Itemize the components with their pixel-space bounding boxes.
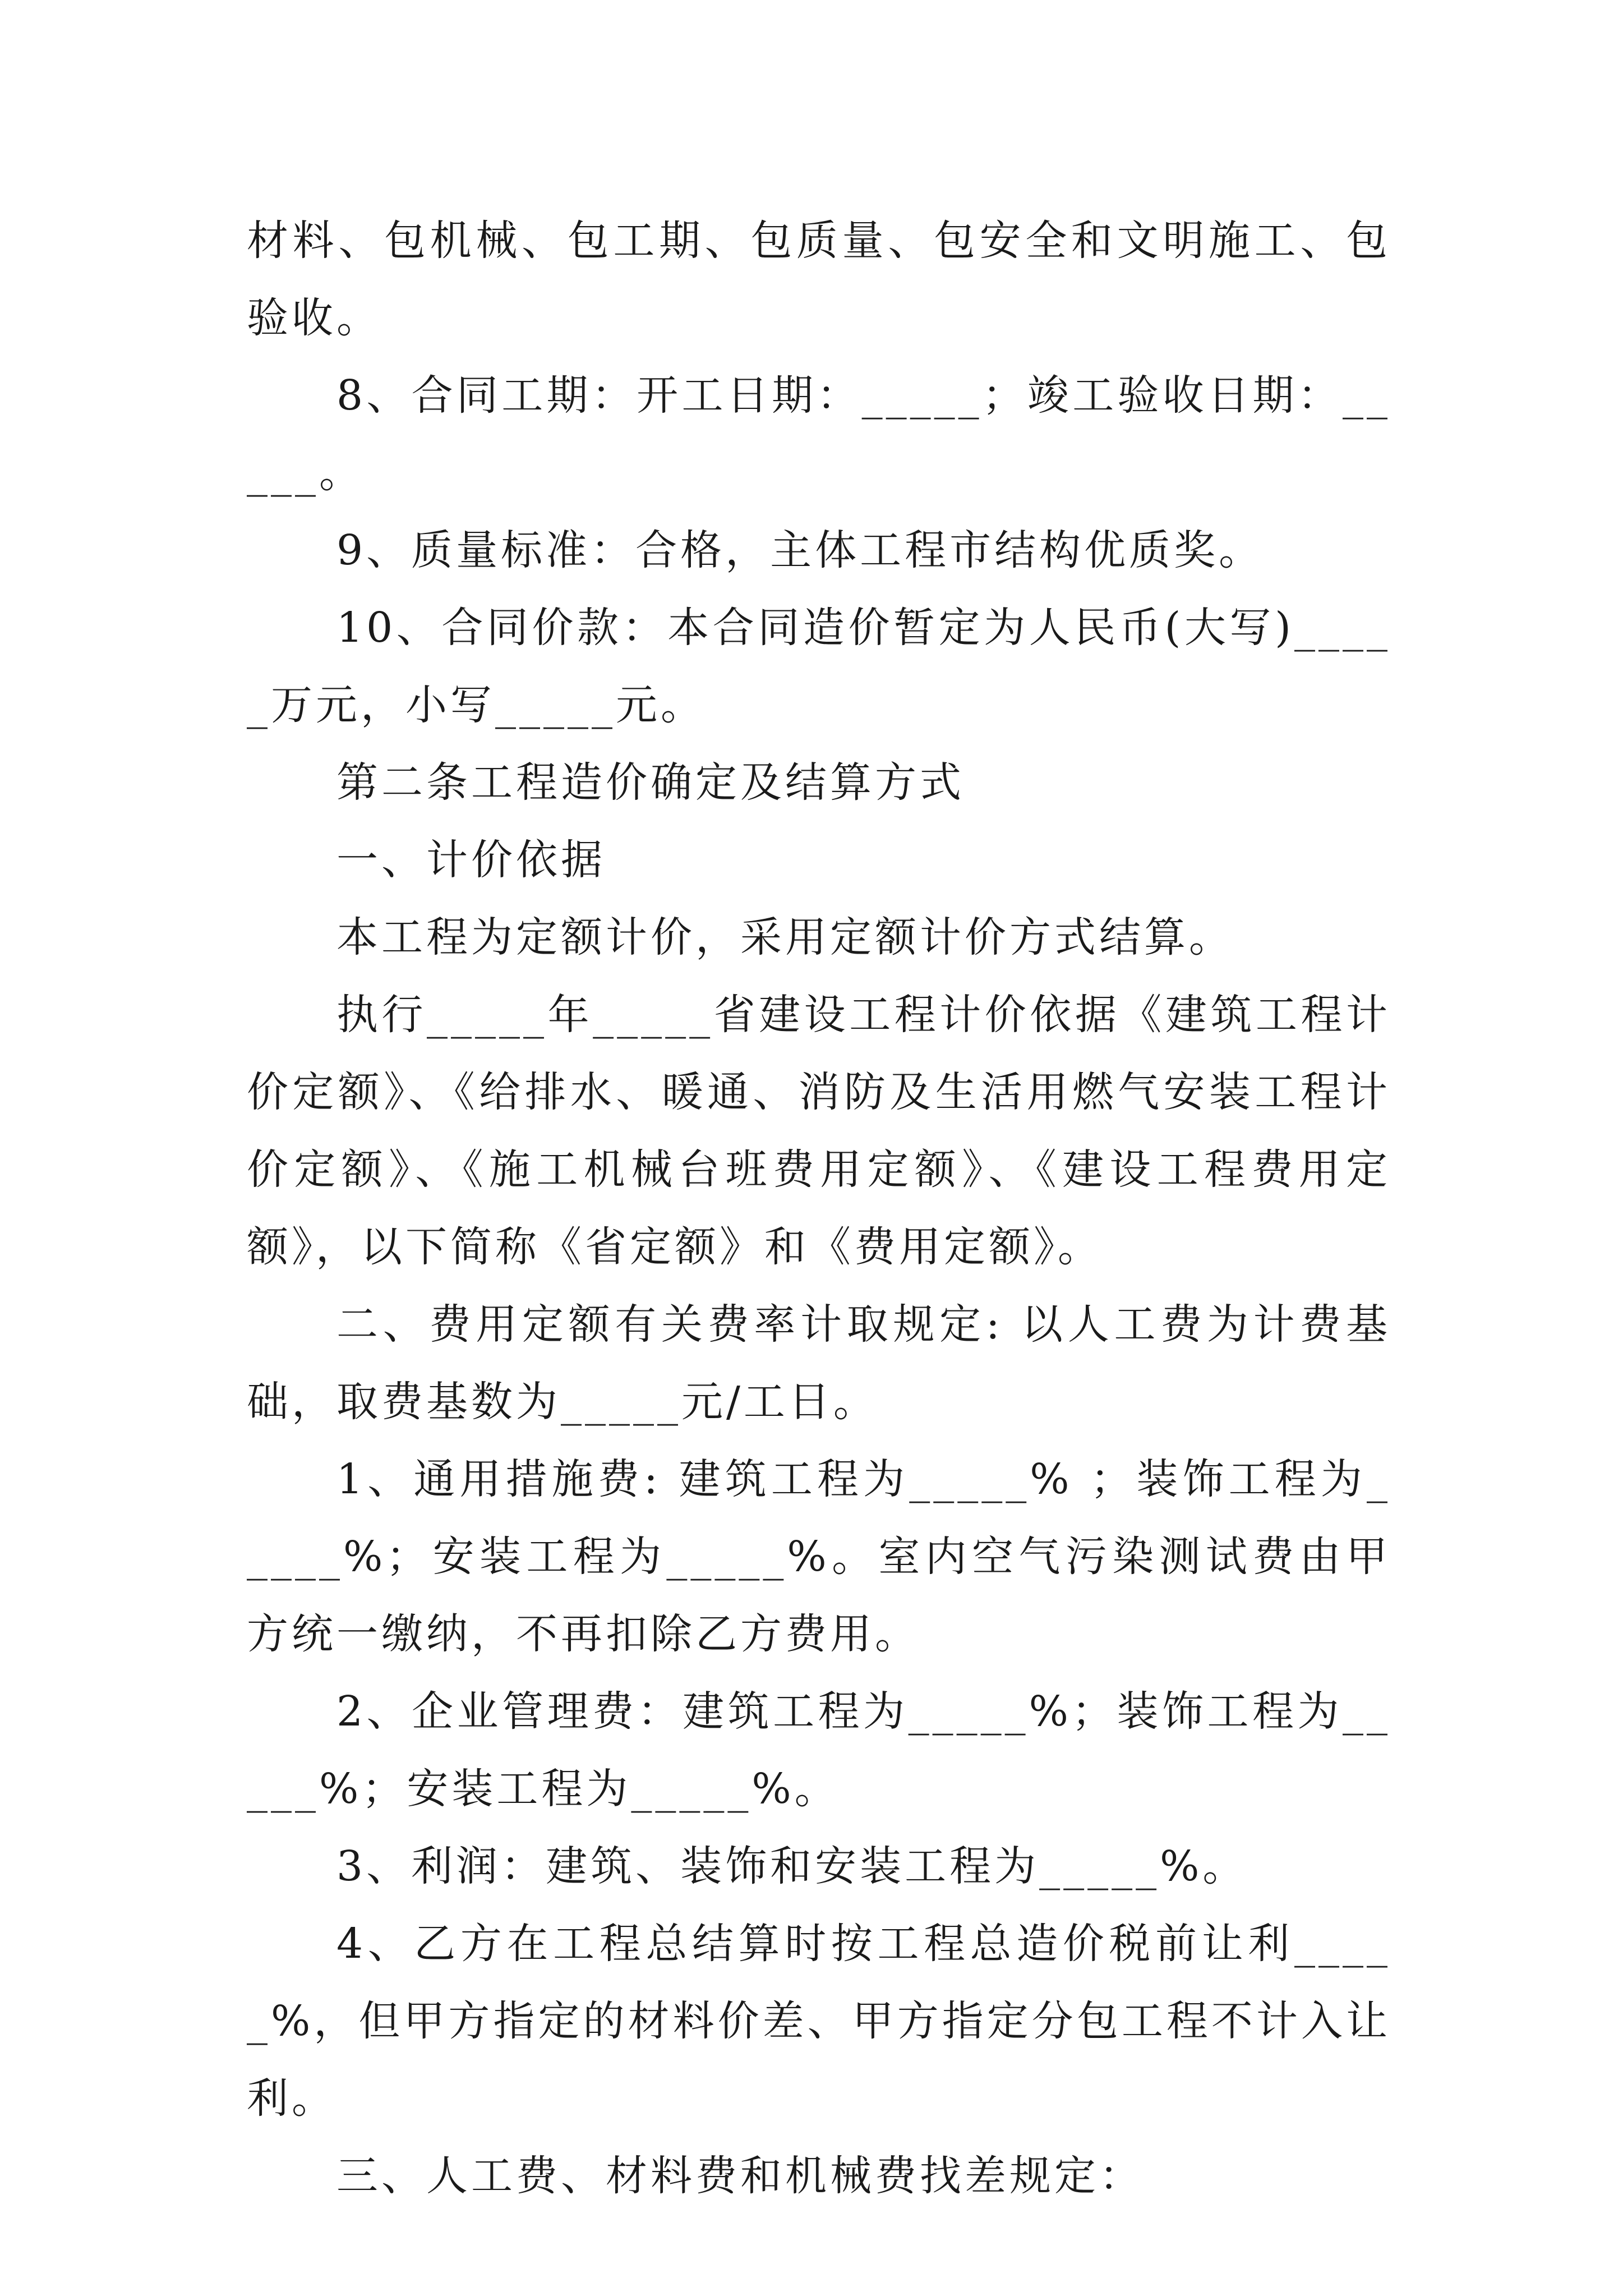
subheading-cost-adjustment: 三、人工费、材料费和机械费找差规定： (336, 2152, 1144, 2200)
subheading-pricing-basis: 一、计价依据 (336, 836, 606, 884)
document-body (247, 202, 1391, 2215)
paragraph-profit: 3、利润：建筑、装饰和安装工程为_____%。 (336, 1842, 1248, 1890)
paragraph-contract-price: 10、合同价款：本合同造价暂定为人民币(大写)_____万元，小写_____元。 (247, 604, 1391, 729)
paragraph-contract-scope-continued: 材料、包机械、包工期、包质量、包安全和文明施工、包验收。 (247, 217, 1391, 342)
paragraph-contract-period: 8、合同工期：开工日期：_____；竣工验收日期：_____。 (247, 371, 1391, 497)
paragraph-fee-rate-rules: 二、费用定额有关费率计取规定: 以人工费为计费基础，取费基数为_____元/工日。 (247, 1300, 1391, 1426)
paragraph-quota-standards: 执行_____年_____省建设工程计价依据《建筑工程计价定额》、《给排水、暖通、消防及生活用燃气安装工程计价定额》、《施工机械台班费用定额》、《建设工程费用定额》，以下简称《省定额》和《费用定额》。 (247, 991, 1391, 1271)
paragraph-quality-standard: 9、质量标准：合格，主体工程市结构优质奖。 (336, 526, 1264, 574)
paragraph-general-measures-fee: 1、通用措施费: 建筑工程为_____% ；装饰工程为_____%；安装工程为_____%。室内空气污染测试费由甲方统一缴纳，不再扣除乙方费用。 (247, 1455, 1391, 1658)
paragraph-quota-pricing: 本工程为定额计价，采用定额计价方式结算。 (336, 913, 1234, 961)
paragraph-management-fee: 2、企业管理费：建筑工程为_____%；装饰工程为_____%；安装工程为_____%。 (247, 1687, 1391, 1813)
paragraph-pretax-discount: 4、乙方在工程总结算时按工程总造价税前让利_____%，但甲方指定的材料价差、甲方指定分包工程不计入让利。 (247, 1920, 1391, 2123)
section-heading-article-two: 第二条工程造价确定及结算方式 (336, 758, 965, 807)
